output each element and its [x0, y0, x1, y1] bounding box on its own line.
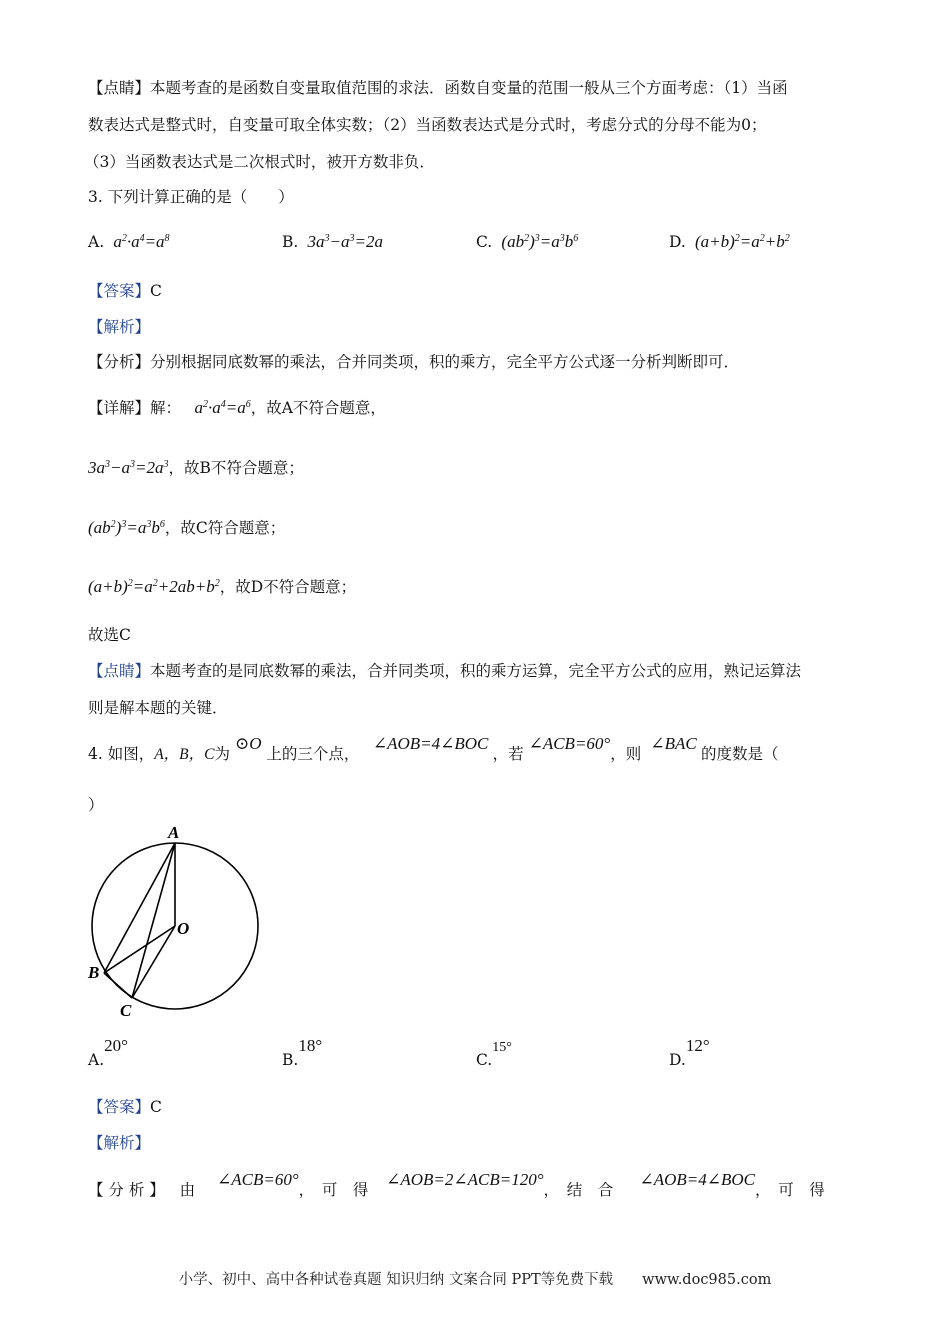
- dianjing-line-1: 【点睛】本题考查的是函数自变量取值范围的求法．函数自变量的范围一般从三个方面考虑：（1）当函: [88, 79, 788, 97]
- q4-answer: 【答案】C: [88, 1098, 162, 1116]
- q3-answer: 【答案】C: [88, 282, 162, 300]
- segment-bc: [104, 973, 132, 998]
- q3-dianjing-2: 则是解本题的关键．: [88, 699, 228, 717]
- q4-jiexi: 【解析】: [88, 1134, 151, 1152]
- circle-figure: [80, 818, 280, 1023]
- q3-detail-3: $(ab^2)^3=a^3b^6$，故C符合题意；: [88, 518, 286, 537]
- dianjing-line-2: 数表达式是整式时，自变量可取全体实数；（2）当函数表达式是分式时，考虑分式的分母不能为0；: [88, 116, 767, 134]
- q4-stem: 4. 如图，A，B，C为 ⊙O 上的三个点， ∠AOB=4∠BOC ，若 ∠ACB=60°，则 ∠BAC 的度数是（: [88, 734, 779, 763]
- q3-detail-1: 【详解】解： $a^2\cdot a^4=a^6$，故A不符合题意，: [88, 398, 386, 417]
- q4-option-d: D.12°: [669, 1036, 710, 1069]
- segment-bo: [104, 926, 175, 973]
- q4-option-b: B.18°: [282, 1036, 323, 1069]
- q4-option-c: C.15°: [476, 1040, 512, 1069]
- dianjing-line-3: （3）当函数表达式是二次根式时，被开方数非负．: [84, 153, 435, 171]
- q3-choose: 故选C: [88, 626, 131, 644]
- label-b: B: [88, 963, 100, 982]
- q4-analysis: 【 分 析 】 由 ∠ACB=60°， 可 得 ∠AOB=2∠ACB=120°， 结 合 ∠AOB=4∠BOC， 可 得: [88, 1170, 825, 1199]
- q3-option-d: D. $(a+b)^2=a^2+b^2$: [669, 232, 790, 251]
- q3-option-c: C. $(ab^2)^3=a^3b^6$: [476, 232, 579, 251]
- segment-co: [132, 926, 175, 998]
- q4-option-a: A.20°: [88, 1036, 128, 1069]
- segment-ab: [104, 843, 175, 973]
- q3-stem: 3. 下列计算正确的是（ ）: [88, 188, 294, 206]
- q3-detail-4: $(a+b)^2=a^2+2ab+b^2$，故D不符合题意；: [88, 577, 357, 596]
- q4-stem-close: ）: [88, 796, 104, 814]
- label-o: O: [177, 919, 190, 938]
- q3-jiexi: 【解析】: [88, 318, 151, 336]
- label-a: A: [168, 823, 180, 842]
- q3-option-b: B. $3a^3-a^3=2a$: [282, 232, 383, 251]
- q3-analysis: 【分析】分别根据同底数幂的乘法，合并同类项，积的乘方，完全平方公式逐一分析判断即可．: [88, 353, 740, 371]
- label-c: C: [120, 1001, 132, 1020]
- page-footer: 小学、初中、高中各种试卷真题 知识归纳 文案合同 PPT等免费下载 www.doc985.com: [178, 1272, 772, 1288]
- q3-dianjing-1: 【点睛】本题考查的是同底数幂的乘法，合并同类项，积的乘方运算，完全平方公式的应用，熟记运算法: [88, 662, 802, 680]
- q3-option-a: A. $a^2\cdot a^4=a^8$: [88, 232, 170, 251]
- segment-ac: [132, 843, 175, 998]
- q3-detail-2: $3a^3-a^3=2a^3$，故B不符合题意；: [88, 458, 304, 477]
